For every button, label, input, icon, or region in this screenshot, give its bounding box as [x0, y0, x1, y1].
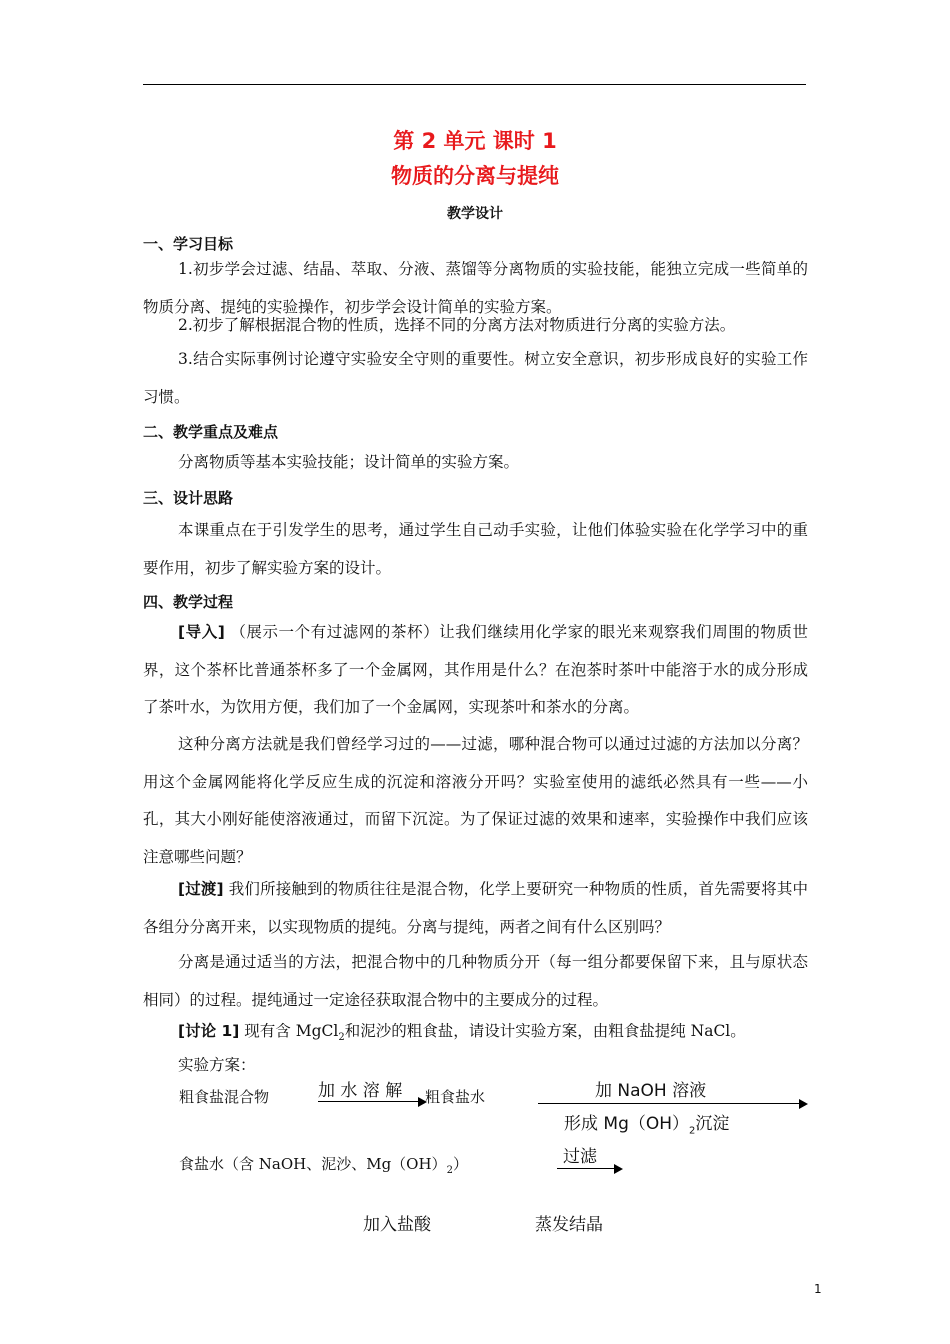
filter-paragraph: 这种分离方法就是我们曾经学习过的——过滤，哪种混合物可以通过过滤的方法加以分离？用这个金属网能将化学反应生成的沉淀和溶液分开吗？实验室使用的滤纸必然具有一些——小孔，其大小刚好能使溶液通过，而留下沉淀。为了保证过滤的效果和速率，实验操作中我们应该注意哪些问题？ — [143, 735, 808, 866]
section-heading-key-points: 二、教学重点及难点 — [143, 423, 279, 441]
scheme-label-dissolve: 加 水 溶 解 — [318, 1081, 403, 1101]
plan-label: 实验方案： — [178, 1056, 256, 1074]
header-rule — [143, 84, 806, 85]
discussion-text-b: 和泥沙的粗食盐，请设计实验方案，由粗食盐提纯 NaCl。 — [344, 1022, 746, 1040]
objective-3: 3.结合实际事例讨论遵守实验安全守则的重要性。树立安全意识，初步形成良好的实验工作习惯。 — [143, 350, 808, 406]
scheme-arrow-naoh — [538, 1103, 806, 1104]
transition-tag: [过渡] — [178, 880, 224, 898]
scheme-node-brine — [179, 1153, 468, 1176]
section-heading-design: 三、设计思路 — [143, 489, 234, 507]
discussion-subscript: 2 — [338, 1032, 345, 1044]
scheme-arrow-dissolve — [318, 1101, 425, 1102]
design-text: 本课重点在于引发学生的思考，通过学生自己动手实验，让他们体验实验在化学学习中的重要作用，初步了解实验方案的设计。 — [143, 521, 808, 577]
discussion-text-a: 现有含 MgCl — [244, 1022, 339, 1040]
scheme-label-add-naoh: 加 NaOH 溶液 — [595, 1081, 707, 1101]
section-heading-objectives: 一、学习目标 — [143, 235, 234, 253]
scheme-arrow-filter — [557, 1168, 621, 1169]
intro-text: （展示一个有过滤网的茶杯）让我们继续用化学家的眼光来观察我们周围的物质世界，这个茶杯比普通茶杯多了一个金属网，其作用是什么？在泡茶时茶叶中能溶于水的成分形成了茶叶水，为饮用方便，我们加了一个金属网，实现茶叶和茶水的分离。 — [143, 623, 808, 716]
brine-text-a: 食盐水（含 NaOH、泥沙、Mg（OH） — [179, 1155, 447, 1173]
discussion-tag: [讨论 1] — [178, 1022, 240, 1040]
precipitate-text-a: 形成 Mg（OH） — [564, 1114, 690, 1134]
lesson-title: 第 2 单元 课时 1 — [393, 129, 557, 153]
objective-2: 2.初步了解根据混合物的性质，选择不同的分离方法对物质进行分离的实验方法。 — [178, 316, 736, 334]
intro-tag: [导入] — [178, 623, 225, 641]
section-heading-process: 四、教学过程 — [143, 593, 234, 611]
page-title: 物质的分离与提纯 — [391, 164, 559, 188]
scheme-label-precipitate — [564, 1109, 729, 1136]
scheme-label-add-hcl: 加入盐酸 — [363, 1215, 431, 1235]
brine-text-b: ） — [452, 1155, 468, 1173]
brine-subscript: 2 — [446, 1165, 453, 1176]
scheme-node-crude-salt-water: 粗食盐水 — [425, 1088, 486, 1106]
scheme-node-crude-salt-mixture: 粗食盐混合物 — [179, 1088, 270, 1106]
transition-paragraph — [143, 871, 808, 946]
key-points-text: 分离物质等基本实验技能；设计简单的实验方案。 — [178, 453, 520, 471]
transition-text: 我们所接触到的物质往往是混合物，化学上要研究一种物质的性质，首先需要将其中各组分分离开来，以实现物质的提纯。分离与提纯，两者之间有什么区别吗？ — [143, 880, 808, 936]
scheme-label-filter: 过滤 — [563, 1147, 597, 1167]
separation-paragraph: 分离是通过适当的方法，把混合物中的几种物质分开（每一组分都要保留下来，且与原状态相同）的过程。提纯通过一定途径获取混合物中的主要成分的过程。 — [143, 953, 808, 1009]
intro-paragraph — [143, 614, 808, 727]
page-number: 1 — [814, 1282, 822, 1296]
objective-1: 1.初步学会过滤、结晶、萃取、分液、蒸馏等分离物质的实验技能，能独立完成一些简单的物质分离、提纯的实验操作，初步学会设计简单的实验方案。 — [143, 260, 808, 316]
scheme-label-evaporate: 蒸发结晶 — [535, 1215, 603, 1235]
subtitle: 教学设计 — [447, 206, 503, 222]
precipitate-text-b: 沉淀 — [695, 1114, 730, 1134]
precipitate-subscript: 2 — [689, 1125, 696, 1137]
